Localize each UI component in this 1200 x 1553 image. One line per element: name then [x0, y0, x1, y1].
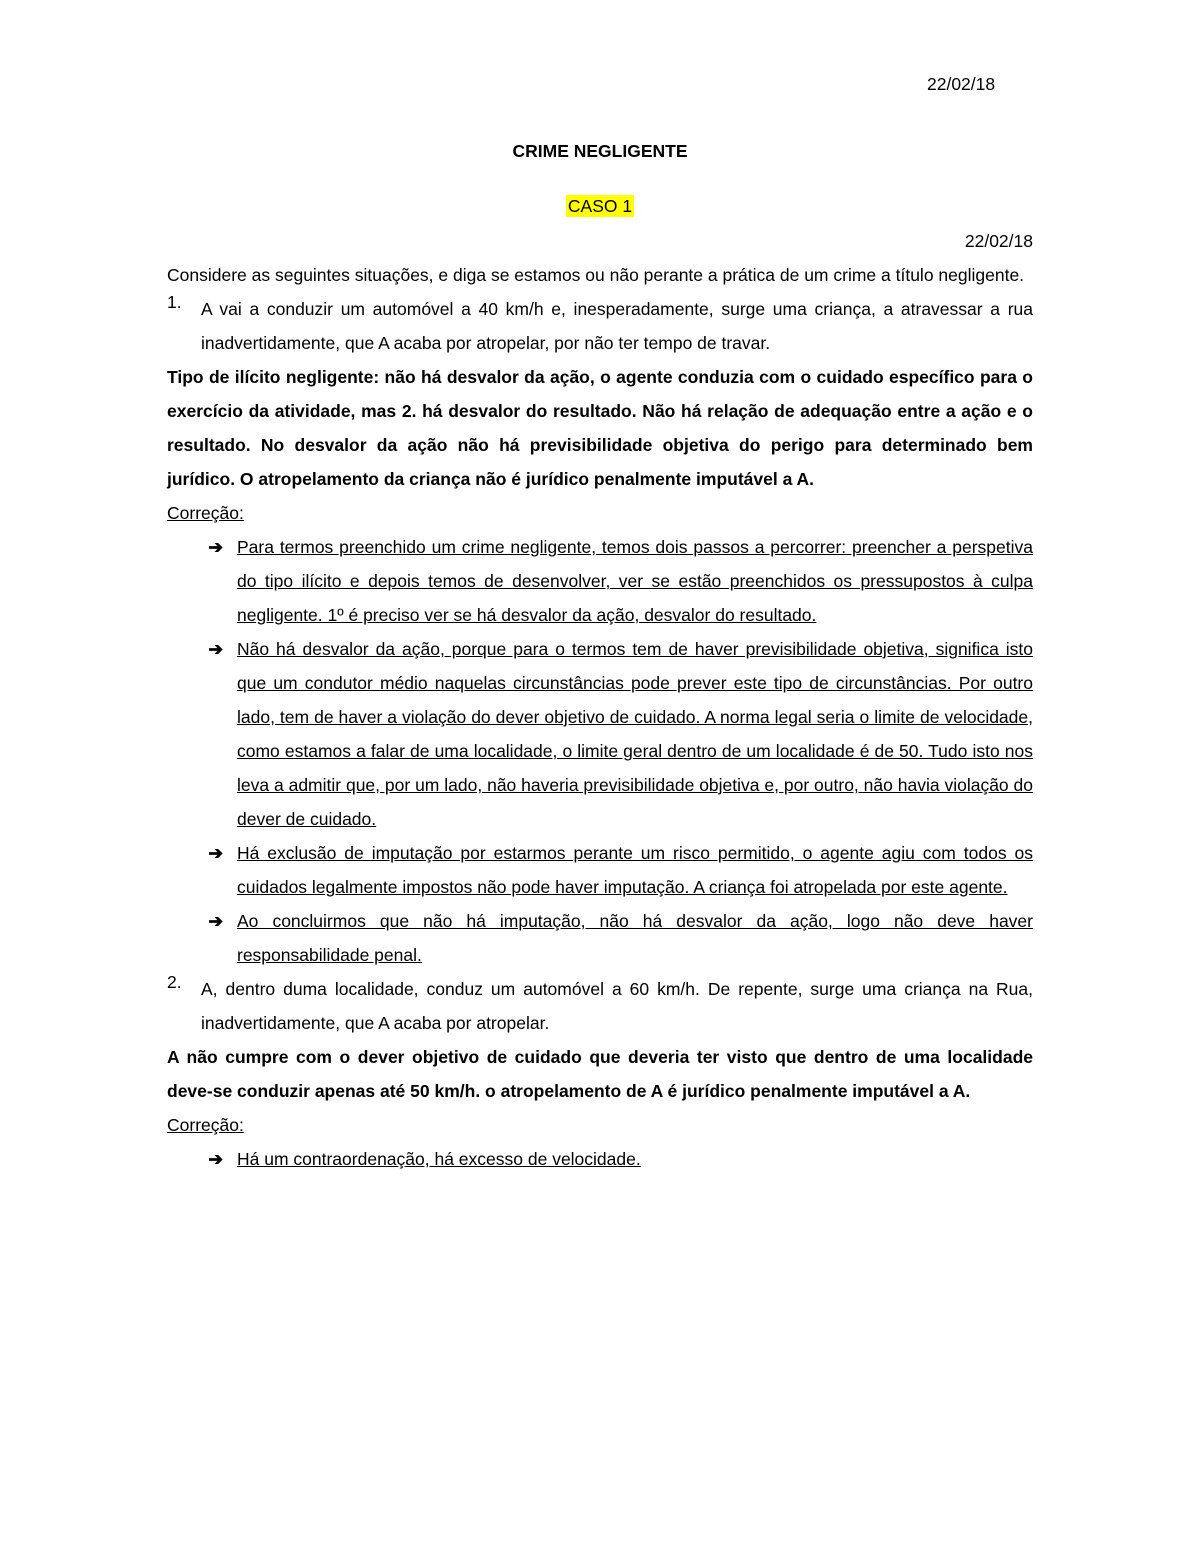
- header-date: 22/02/18: [927, 74, 996, 94]
- question-2-number: 2.: [167, 972, 182, 992]
- answer-1: Tipo de ilícito negligente: não há desvalor da ação, o agente conduzia com o cuidado específico para o exercício da atividade, mas 2. há desvalor do resultado. Não há relação de adequação entre a ação e o resultado. No desvalor da ação não há previsibilidade objetiva do perigo para determinado bem jurídico. O atropelamento da criança não é jurídico penalmente imputável a A.: [167, 367, 1033, 489]
- answer-2: A não cumpre com o dever objetivo de cuidado que deveria ter visto que dentro de uma localidade deve-se conduzir apenas até 50 km/h. o atropelamento de A é jurídico penalmente imputável a A.: [167, 1047, 1033, 1101]
- correction-2-list: [167, 1142, 1033, 1176]
- question-1-number: 1.: [167, 292, 182, 312]
- arrow-icon: ➔: [208, 911, 223, 931]
- intro-paragraph: Considere as seguintes situações, e diga se estamos ou não perante a prática de um crime a título negligente.: [167, 265, 1025, 285]
- list-item-text: Não há desvalor da ação, porque para o termos tem de haver previsibilidade objetiva, significa isto que um condutor médio naquelas circunstâncias pode prever este tipo de circunstâncias. Por outro lado, tem de haver a violação do dever objetivo de cuidado. A norma legal seria o limite de velocidade, como estamos a falar de uma localidade, o limite geral dentro de um localidade é de 50. Tudo isto nos leva a admitir que, por um lado, não haveria previsibilidade objetiva e, por outro, não havia violação do dever de cuidado.: [237, 639, 1033, 829]
- correction-1-list: [167, 530, 1033, 972]
- list-item-text: Há exclusão de imputação por estarmos perante um risco permitido, o agente agiu com todos os cuidados legalmente impostos não pode haver imputação. A criança foi atropelada por este agente.: [237, 843, 1033, 897]
- list-item: [167, 1142, 1033, 1176]
- arrow-icon: ➔: [208, 639, 223, 659]
- list-item-text: Há um contraordenação, há excesso de velocidade.: [237, 1149, 641, 1169]
- list-item: [167, 530, 1033, 632]
- document-body: [167, 224, 1033, 1176]
- arrow-icon: ➔: [208, 843, 223, 863]
- case-date: 22/02/18: [964, 231, 1033, 251]
- list-item: [167, 836, 1033, 904]
- case-heading: [0, 196, 1200, 217]
- list-item-text: Para termos preenchido um crime negligente, temos dois passos a percorrer: preencher a perspetiva do tipo ilícito e depois temos de desenvolver, ver se estão preenchidos os pressupostos à culpa negligente. 1º é preciso ver se há desvalor da ação, desvalor do resultado.: [237, 537, 1033, 625]
- arrow-icon: ➔: [208, 537, 223, 557]
- list-item: [167, 904, 1033, 972]
- correction-1-label: Correção:: [167, 503, 244, 523]
- case-label: CASO 1: [567, 196, 633, 216]
- question-1-text: A vai a conduzir um automóvel a 40 km/h e, inesperadamente, surge uma criança, a atravessar a rua inadvertidamente, que A acaba por atropelar, por não ter tempo de travar.: [201, 299, 1033, 353]
- correction-2-label: Correção:: [167, 1115, 244, 1135]
- document-title: CRIME NEGLIGENTE: [512, 141, 688, 161]
- list-item-text: Ao concluirmos que não há imputação, não há desvalor da ação, logo não deve haver responsabilidade penal.: [237, 911, 1033, 965]
- list-item: [167, 632, 1033, 836]
- question-1: [167, 292, 1033, 360]
- question-2: [167, 972, 1033, 1040]
- arrow-icon: ➔: [208, 1149, 223, 1169]
- question-2-text: A, dentro duma localidade, conduz um automóvel a 60 km/h. De repente, surge uma criança na Rua, inadvertidamente, que A acaba por atropelar.: [201, 979, 1033, 1033]
